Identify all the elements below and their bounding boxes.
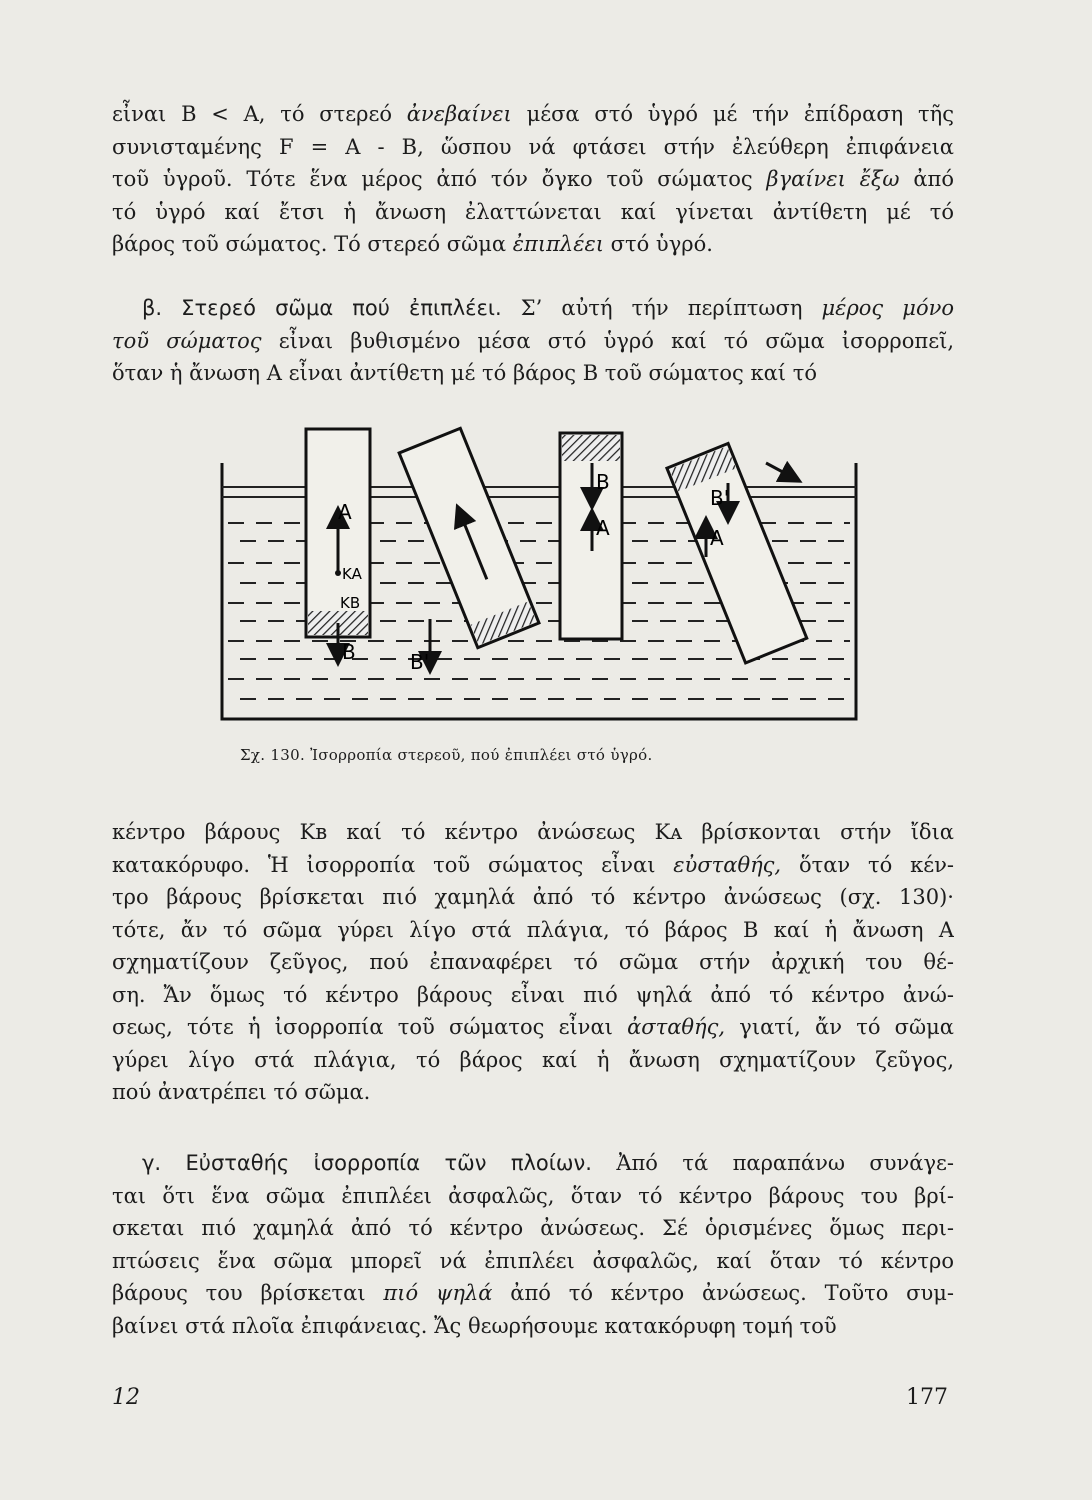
line-text: Σ’ αὐτή τήν περίπτωση <box>501 296 822 320</box>
line-text: τό ὑγρό καί ἔτσι ἡ ἄνωση ἐλαττώνεται καί γίνεται ἀντίθετη μέ τό <box>112 199 954 224</box>
line-text: γύρει λίγο στά πλάγια, τό βάρος καί ἡ ἄνωση σχηματίζουν ζεῦγος, <box>112 1047 954 1072</box>
line-text: σχηματίζουν ζεῦγος, πού ἐπαναφέρει τό σῶμα στήν ἀρχική του θέ- <box>112 950 954 974</box>
label-KB: KB <box>340 594 361 612</box>
line-text: βάρους του βρίσκεται <box>112 1281 384 1305</box>
text-line <box>112 881 954 914</box>
label-B-1: B <box>342 640 356 664</box>
line-text: βαίνει στά πλοῖα ἐπιφάνειας. Ἄς θεωρήσουμε κατακόρυφη τομή τοῦ <box>112 1313 837 1338</box>
label-B-prime-2: B' <box>710 486 730 510</box>
section-g-paragraph <box>112 1147 954 1342</box>
text-line <box>112 131 954 164</box>
text-line <box>112 1180 954 1213</box>
line-text: συνισταμένης F = A - B, ὥσπου νά φτάσει στήν ἐλεύθερη ἐπιφάνεια <box>112 134 954 159</box>
line-text: πτώσεις ἕνα σῶμα μπορεῖ νά ἐπιπλέει ἀσφαλῶς, καί ὅταν τό κέντρο <box>112 1248 954 1273</box>
line-text: ἀπό <box>899 167 954 191</box>
line-text: στό ὑγρό. <box>603 232 713 256</box>
text-line <box>112 979 954 1012</box>
line-text: ὅταν ἡ ἄνωση Α εἶναι ἀντίθετη μέ τό βάρος Β τοῦ σώματος καί τό <box>112 361 817 385</box>
text-line <box>112 1044 954 1077</box>
figure-130 <box>220 423 860 723</box>
line-text: εἶναι Β < Α, τό στερεό <box>112 102 407 126</box>
text-line <box>112 946 954 979</box>
line-text: Ἀπό τά παραπάνω συνάγε- <box>591 1151 954 1175</box>
rotation-arrow <box>766 463 792 477</box>
floating-body-tilted-left <box>399 428 539 647</box>
text-line <box>112 1310 954 1343</box>
emphasis-text: μέρος μόνο <box>821 296 954 320</box>
label-B-prime-1: B' <box>410 650 430 674</box>
text-line <box>112 1076 954 1109</box>
text-line <box>112 849 954 882</box>
label-KA: KA <box>342 565 362 583</box>
line-text: βάρος τοῦ σώματος. Τό στερεό σῶμα <box>112 232 513 256</box>
line-text: πού ἀνατρέπει τό σῶμα. <box>112 1080 371 1104</box>
text-line <box>112 196 954 229</box>
page-number: 177 <box>906 1385 948 1410</box>
text-line <box>112 816 954 849</box>
section-heading: β. Στερεό σῶμα πού ἐπιπλέει. <box>142 296 502 320</box>
text-line <box>112 1277 954 1310</box>
line-text: γιατί, ἄν τό σῶμα <box>725 1015 954 1039</box>
text-line <box>112 98 954 131</box>
line-text: κέντρο βάρους Kʙ καί τό κέντρο ἀνώσεως Kᴀ βρίσκονται στήν ἴδια <box>112 820 954 844</box>
emphasis-text: ἀσταθής, <box>627 1015 726 1039</box>
label-A-1: A <box>338 500 352 524</box>
line-text: μέσα στό ὑγρό μέ τήν ἐπίδραση τῆς <box>511 102 954 126</box>
text-line <box>112 325 954 358</box>
signature-mark: 12 <box>112 1385 140 1410</box>
text-line <box>112 1245 954 1278</box>
label-B-2: B <box>596 470 610 494</box>
emphasis-text: τοῦ σώματος <box>112 328 262 353</box>
emphasis-text: πιό ψηλά <box>383 1281 493 1305</box>
emphasis-text: βγαίνει ἔξω <box>766 167 900 191</box>
line-text: τρο βάρους βρίσκεται πιό χαμηλά ἀπό τό κέντρο ἀνώσεως (σχ. 130)· <box>112 885 954 909</box>
text-line <box>112 357 954 390</box>
line-text: ται ὅτι ἕνα σῶμα ἐπιπλέει ἀσφαλῶς, ὅταν τό κέντρο βάρους του βρί- <box>112 1183 954 1208</box>
line-text: ὅταν τό κέν- <box>781 852 954 877</box>
paragraph-1 <box>112 98 954 261</box>
label-A-2: A <box>596 516 610 540</box>
label-A-3: A <box>710 526 724 550</box>
text-line <box>112 228 954 261</box>
emphasis-text: εὐσταθής, <box>673 852 782 877</box>
text-line <box>112 1011 954 1044</box>
text-line <box>112 1212 954 1245</box>
line-text: σκεται πιό χαμηλά ἀπό τό κέντρο ἀνώσεως. Σέ ὁρισμένες ὅμως περι- <box>112 1216 954 1240</box>
line-text: εἶναι βυθισμένο μέσα στό ὑγρό καί τό σῶμα ἰσορροπεῖ, <box>261 328 954 353</box>
line-text: κατακόρυφο. Ἡ ἰσορροπία τοῦ σώματος εἶναι <box>112 852 674 877</box>
floating-body-upright-left <box>306 429 370 664</box>
line-text: σεως, τότε ἡ ἰσορροπία τοῦ σώματος εἶναι <box>112 1015 628 1039</box>
line-text: ἀπό τό κέντρο ἀνώσεως. Τοῦτο συμ- <box>492 1281 954 1305</box>
floating-body-upright-right <box>560 433 622 639</box>
emphasis-text: ἀνεβαίνει <box>406 102 512 126</box>
line-text: τότε, ἄν τό σῶμα γύρει λίγο στά πλάγια, τό βάρος Β καί ἡ ἄνωση Α <box>112 917 954 942</box>
figure-caption: Σχ. 130. Ἰσορροπία στερεοῦ, πού ἐπιπλέει στό ὑγρό. <box>240 746 653 764</box>
text-line <box>112 1147 954 1180</box>
text-line <box>112 163 954 196</box>
line-text: τοῦ ὑγροῦ. Τότε ἕνα μέρος ἀπό τόν ὄγκο τοῦ σώματος <box>112 167 767 191</box>
paragraph-2 <box>112 816 954 1109</box>
text-line <box>112 292 954 325</box>
section-b-paragraph <box>112 292 954 390</box>
floating-body-tilted-right <box>667 443 807 662</box>
text-line <box>112 914 954 947</box>
line-text: ση. Ἄν ὅμως τό κέντρο βάρους εἶναι πιό ψηλά ἀπό τό κέντρο ἀνώ- <box>112 982 954 1007</box>
section-heading: γ. Εὐσταθής ἰσορροπία τῶν πλοίων. <box>142 1151 592 1175</box>
emphasis-text: ἐπιπλέει <box>512 232 604 256</box>
